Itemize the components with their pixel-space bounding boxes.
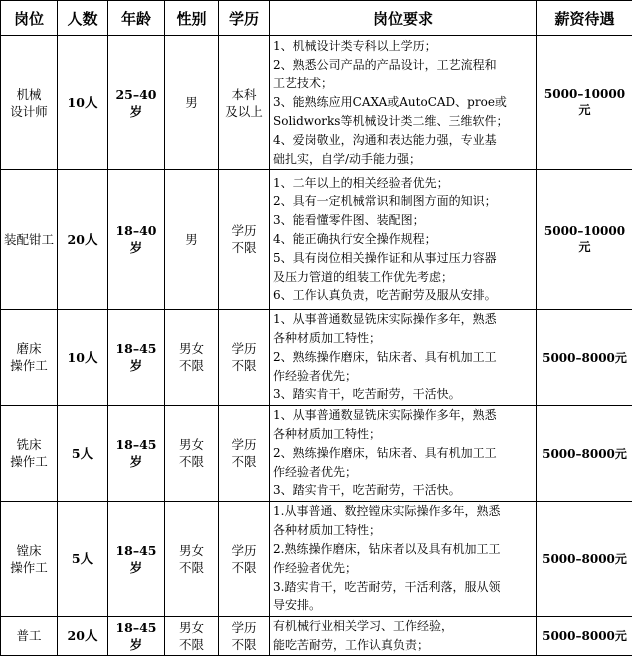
- cell-gender: [165, 309, 219, 405]
- cell-salary: 5000–8000元: [537, 501, 632, 616]
- header-salary: 薪资待遇: [537, 1, 632, 36]
- requirement-line: 2.熟练操作磨床，钻床者以及具有机加工工: [273, 542, 501, 556]
- cell-gender: [165, 36, 219, 170]
- cell-education: [219, 405, 270, 501]
- gender-line: 不限: [178, 636, 204, 652]
- requirement-line: 能吃苦耐劳，工作认真负责；: [273, 637, 430, 652]
- table-row: [1, 405, 632, 501]
- requirement-line: 1、二年以上的相关经验者优先；: [273, 175, 449, 190]
- requirement-line: 及压力管道的组装工作优先考虑；: [273, 269, 454, 284]
- position-line: 装配钳工: [4, 231, 55, 247]
- requirement-line: Solidworks等机械设计类二维、三维软件；: [273, 113, 509, 128]
- education-line: 学历: [231, 437, 257, 453]
- position-line: 镗床: [16, 542, 42, 558]
- cell-count: 5人: [58, 501, 108, 616]
- education-line: 学历: [231, 542, 257, 558]
- gender-line: 男女: [178, 542, 204, 558]
- header-education: 学历: [219, 1, 270, 36]
- gender-line: 男女: [178, 341, 204, 357]
- cell-gender: [165, 616, 219, 655]
- cell-salary: 5000–8000元: [537, 616, 632, 655]
- cell-salary: 5000–10000元: [537, 36, 632, 170]
- requirement-line: 2、熟悉公司产品的产品设计，工艺流程和: [273, 57, 497, 72]
- cell-age: 18–45岁: [108, 405, 165, 501]
- cell-salary: 5000–8000元: [537, 309, 632, 405]
- cell-gender: [165, 170, 219, 310]
- cell-gender: [165, 501, 219, 616]
- requirement-line: 2、熟练操作磨床，钻床者、具有机加工工: [273, 445, 497, 460]
- education-line: 学历: [231, 341, 257, 357]
- requirement-line: 2、熟练操作磨床，钻床者、具有机加工工: [273, 349, 497, 364]
- education-line: 本科: [231, 86, 257, 102]
- cell-education: [219, 616, 270, 655]
- requirement-line: 各种材质加工特性；: [273, 330, 382, 345]
- gender-line: 男女: [178, 437, 204, 453]
- education-line: 不限: [231, 358, 257, 374]
- cell-salary: 5000–10000元: [537, 170, 632, 310]
- cell-position: [1, 309, 58, 405]
- requirement-line: 3、踏实肯干，吃苦耐劳，干活快。: [273, 483, 461, 498]
- requirement-line: 各种材质加工特性；: [273, 523, 382, 538]
- cell-education: [219, 309, 270, 405]
- table-row: [1, 36, 632, 170]
- position-line: 操作工: [10, 358, 48, 374]
- table-row: [1, 616, 632, 655]
- education-line: 不限: [231, 454, 257, 470]
- position-line: 设计师: [10, 103, 48, 119]
- position-line: 操作工: [10, 454, 48, 470]
- requirement-line: 1、从事普通数显铣床实际操作多年，熟悉: [273, 408, 497, 423]
- requirement-line: 6、工作认真负责，吃苦耐劳及服从安排。: [273, 288, 497, 303]
- cell-position: [1, 616, 58, 655]
- education-line: 不限: [231, 559, 257, 575]
- requirement-line: 工艺技术；: [273, 76, 334, 91]
- gender-line: 不限: [178, 454, 204, 470]
- requirement-line: 2、具有一定机械常识和制图方面的知识；: [273, 194, 497, 209]
- cell-count: 20人: [58, 616, 108, 655]
- requirement-line: 1、机械设计类专科以上学历；: [273, 38, 437, 53]
- requirement-line: 1.从事普通、数控镗床实际操作多年，熟悉: [273, 504, 501, 519]
- cell-position: [1, 36, 58, 170]
- cell-age: 18–45岁: [108, 616, 165, 655]
- header-position: 岗位: [1, 1, 58, 36]
- gender-line: 男: [185, 231, 198, 247]
- education-line: 不限: [231, 240, 257, 256]
- gender-line: 男女: [178, 619, 204, 635]
- requirement-line: 3、能熟练应用CAXA或AutoCAD、proe或: [273, 95, 507, 110]
- header-age: 年龄: [108, 1, 165, 36]
- requirement-line: 3、踏实肯干，吃苦耐劳，干活快。: [273, 387, 461, 402]
- position-line: 普工: [16, 628, 42, 644]
- cell-position: [1, 501, 58, 616]
- cell-education: [219, 170, 270, 310]
- position-line: 机械: [16, 86, 42, 102]
- cell-requirements: [270, 170, 537, 310]
- requirement-line: 导安排。: [273, 598, 322, 613]
- cell-education: [219, 36, 270, 170]
- gender-line: 男: [185, 95, 198, 111]
- cell-age: 18–45岁: [108, 309, 165, 405]
- gender-line: 不限: [178, 559, 204, 575]
- education-line: 学历: [231, 223, 257, 239]
- cell-requirements: [270, 309, 537, 405]
- gender-line: 不限: [178, 358, 204, 374]
- cell-education: [219, 501, 270, 616]
- requirement-line: 各种材质加工特性；: [273, 426, 382, 441]
- cell-requirements: [270, 405, 537, 501]
- requirement-line: 有机械行业相关学习、工作经验，: [273, 619, 454, 634]
- requirement-line: 1、从事普通数显铣床实际操作多年，熟悉: [273, 312, 497, 327]
- cell-requirements: [270, 616, 537, 655]
- requirement-line: 5、具有岗位相关操作证和从事过压力容器: [273, 250, 497, 265]
- requirement-line: 础扎实，自学/动手能力强；: [273, 151, 422, 166]
- cell-requirements: [270, 501, 537, 616]
- education-line: 不限: [231, 636, 257, 652]
- header-row: [1, 1, 632, 36]
- cell-requirements: [270, 36, 537, 170]
- cell-count: 10人: [58, 309, 108, 405]
- cell-count: 20人: [58, 170, 108, 310]
- header-gender: 性别: [165, 1, 219, 36]
- cell-count: 10人: [58, 36, 108, 170]
- cell-age: 18–40岁: [108, 170, 165, 310]
- position-line: 磨床: [16, 341, 42, 357]
- table-row: [1, 170, 632, 310]
- table-row: [1, 501, 632, 616]
- requirement-line: 3、能看懂零件图、装配图；: [273, 213, 425, 228]
- cell-salary: 5000–8000元: [537, 405, 632, 501]
- education-line: 学历: [231, 619, 257, 635]
- header-requirements: 岗位要求: [270, 1, 537, 36]
- cell-age: 18–45岁: [108, 501, 165, 616]
- cell-count: 5人: [58, 405, 108, 501]
- requirement-line: 作经验者优先；: [273, 560, 358, 575]
- position-line: 铣床: [16, 437, 42, 453]
- requirement-line: 作经验者优先；: [273, 464, 358, 479]
- requirement-line: 4、能正确执行安全操作规程；: [273, 231, 437, 246]
- requirement-line: 4、爱岗敬业，沟通和表达能力强，专业基: [273, 132, 497, 147]
- education-line: 及以上: [225, 103, 263, 119]
- cell-position: [1, 170, 58, 310]
- table-body: [1, 36, 632, 656]
- table-row: [1, 309, 632, 405]
- cell-gender: [165, 405, 219, 501]
- requirement-line: 3.踏实肯干，吃苦耐劳，干活利落，服从领: [273, 579, 501, 594]
- position-line: 操作工: [10, 559, 48, 575]
- cell-position: [1, 405, 58, 501]
- requirement-line: 作经验者优先；: [273, 368, 358, 383]
- header-count: 人数: [58, 1, 108, 36]
- cell-age: 25–40岁: [108, 36, 165, 170]
